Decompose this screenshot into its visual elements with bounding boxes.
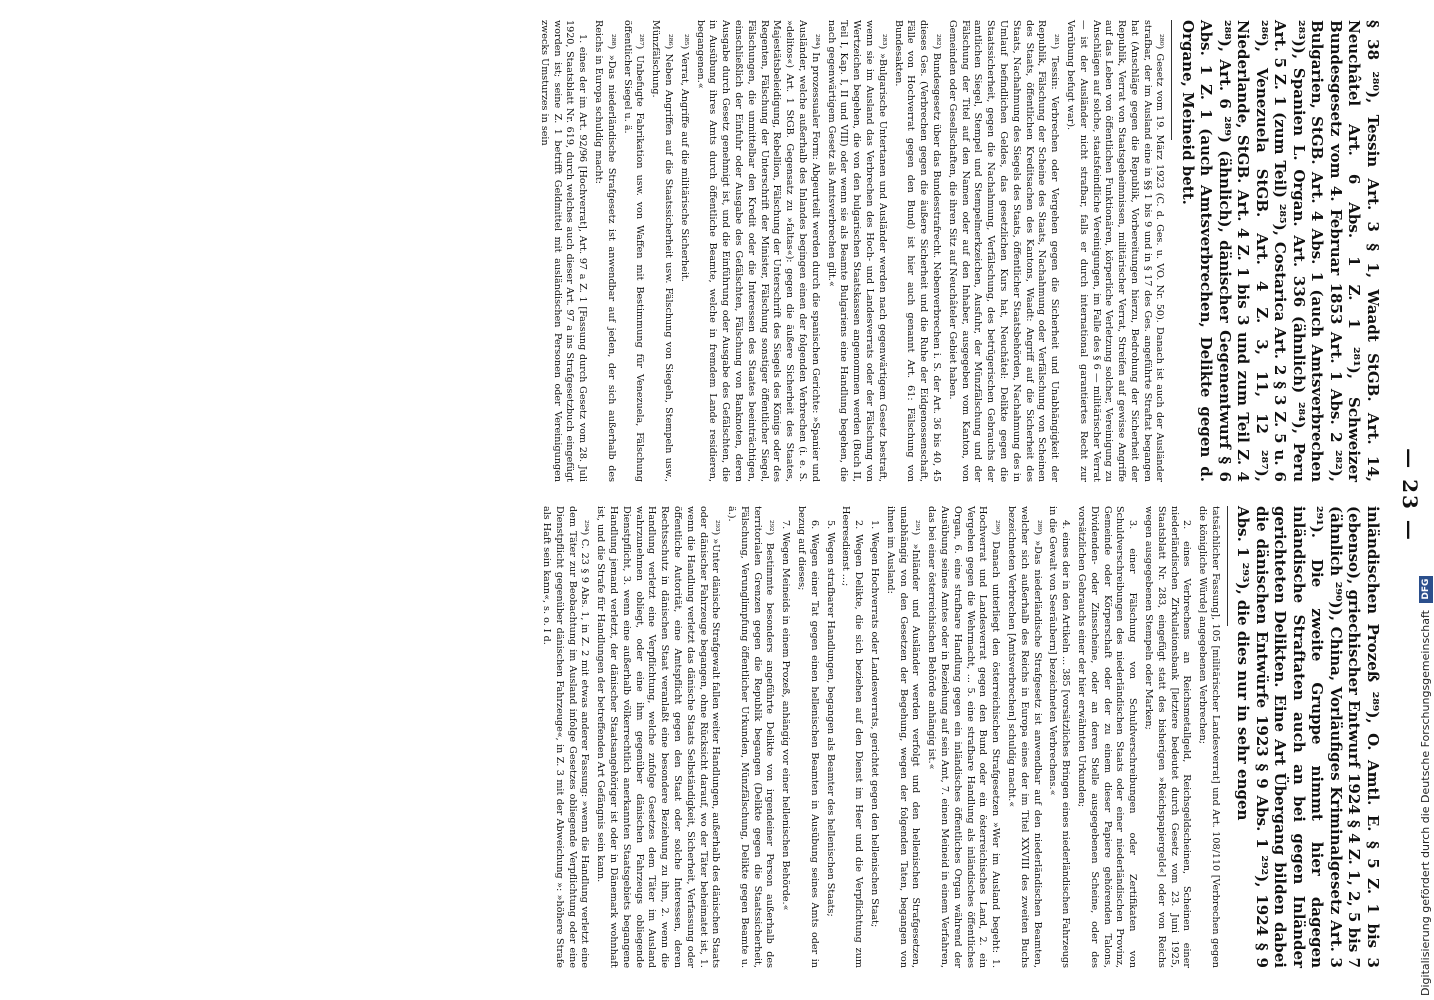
footnote: ²⁹⁴) C. 23 § 9 Abs. 1, in Z. 2 mit etwas anderer Fassung: »wenn die Handlung verletzt eine dem Täter zur Beobachtung im Ausland infolge Gesetzes obliegende Verpflichtung oder eine Dienstpflicht gegenüber dänischen Fahrzeuge«, in Z. 3 mit der Abweichung »: »höhere Strafe als Haft sein kann«, s. o. I d.: [540, 506, 591, 968]
right-main-text: inländischen Prozeß ²⁸⁹), O. Amtl. E. § 5 Z. 1 bis 3 (ebenso), griechischer Entwurf 1924 § 4 Z. 1, 2, 5 bis 7 (ähnlich ²⁹⁰)), China, Vorläufiges Kriminalgesetz Art. 3 ²⁹¹). Die zweite Gruppe nimmt hier dagegen inländische Straftaten auch an bei gegen Inländer gerichteten Delikten. Eine Art Übergang bilden dabei die dänischen Entwürfe 1923 § 9 Abs. 1 ²⁹²), 1924 § 9 Abs. 1 ²⁹³), die dies nur in sehr engen: [1234, 506, 1382, 968]
footer-text: Digitalisierung gefördert durch die Deutsche Forschungsgemeinschaft: [1419, 610, 1432, 996]
left-column: [534, 20, 1382, 482]
footnote-list-item: 2. Wegen Delikte, die sich beziehen auf den Dienst im Heer und die Verpflichtung zum Heeresdienst ...;: [840, 506, 865, 968]
footnote: ²⁸⁶) Neben Angriffen auf die Staatssicherheit usw. Fälschung von Siegeln, Stempeln usw., Münzfälschung.: [650, 20, 675, 482]
digitization-footer: [1414, 16, 1434, 996]
footnote: ²⁹³) »Unter dänische Strafgewalt fallen weiter Handlungen, außerhalb des dänischen Staats oder dänischer Fahrzeuge begangen, ohne Rücksicht darauf, wo der Täter beheimatet ist, 1. wenn die Handlung verletzt das dänische Staats Selbständigkeit, Sicherheit, Verfassung oder öffentliche Autorität, eine Amtspflicht gegen den Staat oder solche Interessen, deren Rechtsschutz in dänischen Staat veranlaßt eine besondere Beziehung zu ihm, 2. wenn die Handlung verletzt eine Verpflichtung, welche zufolge Gesetzes dem Täter im Ausland wahrzunehmen obliegt, oder eine ihm gegenüber dänischen Fahrzeugs obliegende Dienstpflicht, 3. wenn eine außerhalb völkerrechtlich anerkannten Staatsgebiets begangene Handlung jemand verletzt, der dänischer Staatsangehöriger ist oder in Dänemark wohnhaft ist, und die Strafe für Handlungen der betreffenden Art Gefängnis sein kann.: [595, 506, 722, 968]
footnote: ²⁸⁹) »Das niederländische Strafgesetz ist anwendbar auf den niederländischen Beamten, welcher sich außerhalb des Reichs in Europa eines der im Titel XXVIII des zweiten Buchs bezeichneten Verbrechen [Amtsverbrechen] schuldig macht.«: [1006, 506, 1043, 968]
footnote-list-item: 3. einer Fälschung von Schuldverschreibungen oder Zertifikaten von Schuldverschreibungen des niederländischen Staats oder einer niederländischen Provinz, Gemeinde oder Körperschaft oder der zu einem dieser Papiere gehörenden Talons, Dividenden- oder Zinsscheine, oder an deren Stelle ausgegebenen Scheine, oder des vorsätzlichen Gebrauchs einer der hier erwähnten Urkunden;: [1076, 506, 1139, 968]
footnote: ²⁹⁰) Danach unterliegt den österreichischen Strafgesetzen »Wer im Ausland begeht: 1. Hochverrat und Landesverrat gegen den Bund oder ein österreichisches Land, 2. ein Vergehen gegen die Wehrmacht, ... 5. eine strafbare Handlung als inländisches öffentliches Organ, 6. eine strafbare Handlung gegen ein inländisches öffentliches Organ während der Ausübung seines Amtes oder in Beziehung auf sein Amt, 7. einen Meineid in einem Verfahren, das bei einer österreichischen Behörde anhängig ist.«: [926, 506, 1002, 968]
footnote-divider: [1172, 20, 1173, 140]
footnote: ²⁸³) »Bulgarische Untertanen und Ausländer werden nach gegenwärtigem Gesetz bestraft, wenn sie im Ausland das Verbrechen des Hoch- und Landesverrats oder der Fälschung von Wertzeichen begehen, die von den bulgarischen Staatskassen angenommen werden (Buch II, Teil I, Kap. I, II und VIII) oder wenn sie als Beamte Bulgariens eine Handlung begehen, die nach gegenwärtigem Gesetz als Amtsverbrechen gilt.«: [825, 20, 888, 482]
footnote: ²⁸⁴) In prozessualer Form: Abgeurteilt werden durch die spanischen Gerichte: »Spanier und Ausländer, welche außerhalb des Inlandes begingen einen der folgenden Verbrechen (i. e. S. »delitos«) Art. 1 StGB. Gegensatz zu »faltas«): gegen die äußere Sicherheit des Staates, Majestätsbeleidigung, Rebellion, Fälschung der Unterschrift des Siegels des Königs oder des Regenten, Fälschung der Unterschrift der Minister, Fälschung sonstiger öffentlicher Siegel, Fälschungen, die unmittelbar den Kredit oder die Interessen des Staates beeinträchtigen, einschließlich der Einfuhr oder Ausgabe des Gefälschten, Fälschung von Banknoten, deren Ausgabe durch Gesetz genehmigt ist, und die Einführung oder Ausgabe des Gefälschten, die in Ausübung ihres Amts durch öffentliche Beamte, welche in fremdem Lande residieren, begangenen.«: [694, 20, 821, 482]
footnote-list-item: 1. Wegen Hochverrats oder Landesverrats, gerichtet gegen den hellenischen Staat;: [869, 520, 881, 928]
footnote-list-item: 6. Wegen einer Tat gegen einen hellenischen Beamten in Ausübung seines Amts oder in bezug auf dieses;: [796, 506, 820, 968]
left-main-text: § 38 ²⁸⁰), Tessin Art. 3 § 1, Waadt StGB. Art. 14, Neuchâtel Art. 6 Abs. 1 Z. 1 ²⁸¹), Schweizer Bundesgesetz vom 4. Februar 1853 Art. 1 Abs. 2 ²⁸²), Bulgarien, StGB. Art. 4 Abs. 1 (auch Amtsverbrechen ²⁸³)), Spanien L. Organ. Art. 336 (ähnlich) ²⁸⁴), Peru Art. 5 Z. 1 (zum Teil) ²⁸⁵), Costarica Art. 2 § 3 Z. 5 u. 6 ²⁸⁶), Venezuela StGB. Art. 4 Z. 3, 11, 12 ²⁸⁷), Niederlande, StGB. Art. 4 Z. 1 bis 3 und zum Teil Z. 4 ²⁸⁸), Art. 6 ²⁸⁹) (ähnlich), dänischer Gegenentwurf § 6 Abs. 1 Z. 1 (auch Amtsverbrechen, Delikte gegen d. Organe, Meineid bett.: [1179, 20, 1382, 482]
footnote: ²⁹¹) »Inländer und Ausländer werden verfolgt und den hellenischen Strafgesetzen, unabhängig von den Gesetzen der Begehung, wegen der folgenden Taten, begangen von ihnen im Ausland:: [884, 506, 922, 968]
footnote-list-item: 2. eines Verbrechens an Reichsmetallgeld, Reichsgeldscheinen, Scheinen einer niederländischen Zirkulationsbank [letztere bedeutet durch Gesetz vom 23. Juni 1925, Staatsblatt Nr. 283, eingefügt statt des bisherigen »Reichspapiergeld«] oder von Reichs wegen ausgegebenen Stempeln oder Marken;: [1143, 506, 1193, 968]
footnote-list-item: 5. Wegen strafbarer Handlungen, begangen als Beamter des hellenischen Staats;: [824, 520, 836, 917]
footnote-list-item: 1. eines der im Art. 92/96 [Hochverrat], Art. 97 a Z. 1 [Fassung durch Gesetz vom 28. Juli 1920, Staatsblatt Nr. 619, durch welches auch dieser Art. 97 a ins Strafgesetzbuch eingefügt worden ist; seine Z. 1 betrifft Geldmittel mit ausländischen Personen oder Vereinigungen zwecks Umsturzes in sein: [538, 20, 589, 482]
footnote: ²⁸⁰) Gesetz vom 19. März 1923 (C. d. Ges. u. VO. Nr. 50). Danach ist auch der Ausländer strafbar, der im Ausland eine in §§ 1 bis 9 und in § 17 des Ges. angeführte Straftat begangen hat (Anschläge gegen die Republik, Vorbereitungen hierzu, Bedrohung der Sicherheit der Republik, Verrat von Staatsgeheimnissen, militärischer Verrat, Streifen auf gewisse Angriffe auf das Leben von öffentlichen Funktionären, körperliche Verletzung solcher, Vereinigung zu Anschlägen auf solche, staatsfeindliche Vereinigungen, im Falle des § 6 — militärischer Verrat — ist der Ausländer nicht strafbar, falls er durch international garantiertes Recht zur Verübung befugt war).: [1064, 20, 1166, 482]
page-number: — 23 —: [1398, 448, 1422, 542]
footnote: ²⁸⁵) Verrat, Angriffe auf die militärische Sicherheit.: [678, 34, 690, 282]
right-column: [536, 506, 1382, 968]
footer-line: [1416, 16, 1434, 996]
footnote-list-item: 7. Wegen Meineids in einem Prozeß, anhängig vor einer hellenischen Behörde.«: [780, 520, 792, 911]
footnote-list-item: 4. eines der in den Artikeln ... 385 [vorsätzliches Bringen eines niederländischen Fahrzeugs in die Gewalt von Seeräubern] bezeichneten Verbrechens.«: [1047, 506, 1072, 968]
footnote: tatsächlicher Fassung], 105 [militärischer Landesverrat] und Art. 108/110 [Verbrechen gegen die königliche Würde] angegebenen Verbrechen;: [1197, 506, 1221, 968]
footnote: ²⁸²) Bundesgesetz über das Bundesstrafrecht. Nebenverbrechen i. S. der Art. 36 bis 40, 45 dieses Ges. (Verbrechen gegen die äußere Sicherheit und die Ruhe der Eidgenossenschaft, Fälle von Hochverrat gegen den Bund) ist hier auch genannt Art. 61: Fälschung von Bundesakten.: [892, 20, 942, 482]
footnote: ²⁸¹) Tessin: Verbrechen oder Vergehen gegen die Sicherheit und Unabhängigkeit der Republik, Fälschung der Scheine des Staats, Nachahmung oder Verfälschung von Scheinen des Staats, öffentlichen Kreditsachen des Kantons, Waadt: Angriff auf die Sicherheit des Staats, Nachahmung des Siegels des Staats, öffentlicher Staatsbehörden, Nachahmung des in Umlauf befindlichen Geldes, das gesetzlichen Kurs hat, Neuchâtel: Delikte gegen die Staatssicherheit, gegen die Nachahmung, Verfälschung, des betrügerischen Gebrauchs der amtlichen Siegel, Stempel und Stempelmerkzeichen, Ausfuhr, der Münzfälschung und der Fälschung der Titel auf den Namen oder auf den Inhaber, ausgegeben vom Kanton, von Gemeinden oder Gesellschaften, die ihren Sitz auf Neuchâteler Gebiet haben.: [946, 20, 1061, 482]
footnote-divider: [1227, 506, 1228, 626]
footnote: ²⁸⁷) Unbefugte Fabrikation usw. von Waffen mit Bestimmung für Venezuela, Fälschung öffentlicher Siegel u. ä.: [621, 20, 646, 482]
footnote: ²⁹²) Bestimmte besonders angeführte Delikte von irgendeiner Person außerhalb des territorialen Grenzen gegen die Republik begangen (Delikte gegen die Staatssicherheit, Fälschung, Verunglimpfung öffentlicher Urkunden, Münzfälschung, Delikte gegen Beamte u. ä.).: [726, 506, 776, 968]
footnote: ²⁸⁸) »Das niederländische Strafgesetz ist anwendbar auf jeden, der sich außerhalb des Reichs in Europa schuldig macht:: [593, 20, 617, 482]
dfg-logo: DFG: [1419, 576, 1433, 603]
